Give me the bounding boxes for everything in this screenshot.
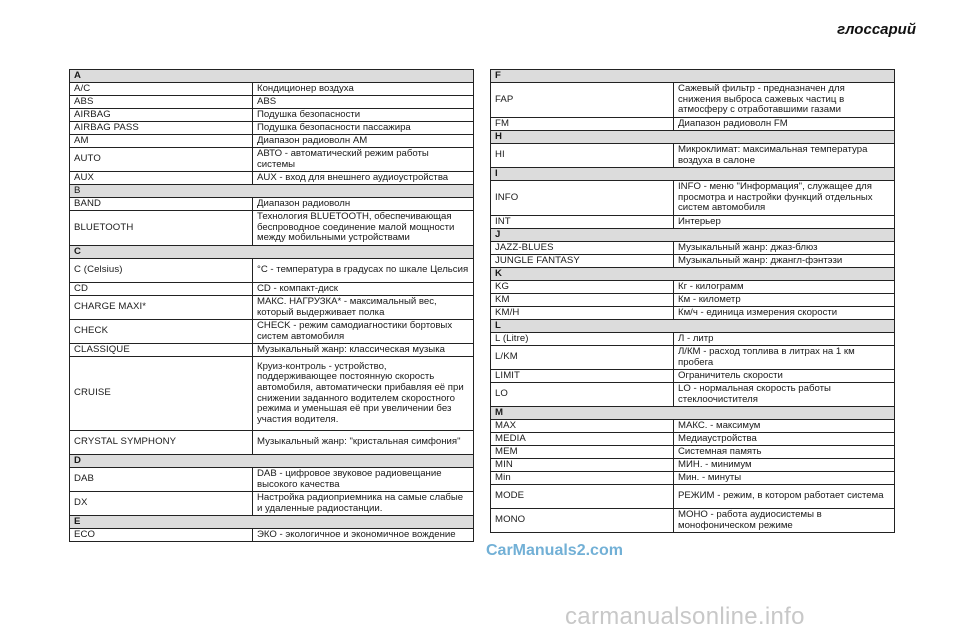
section-letter: M [491,407,895,420]
section-letter: C [70,246,474,259]
glossary-term: ECO [70,529,253,542]
glossary-term: CRUISE [70,357,253,431]
glossary-term: INFO [491,181,674,216]
glossary-row [491,383,895,407]
glossary-term: LIMIT [491,370,674,383]
glossary-row [491,144,895,168]
glossary-definition: МИН. - минимум [674,459,895,472]
section-header [70,246,474,259]
watermark-carmanuals2: CarManuals2.com [486,542,623,559]
glossary-row [491,242,895,255]
glossary-term: MAX [491,420,674,433]
glossary-definition: Ограничитель скорости [674,370,895,383]
glossary-definition: Микроклимат: максимальная температура воздуха в салоне [674,144,895,168]
glossary-row [70,259,474,283]
section-header [491,268,895,281]
glossary-row [491,181,895,216]
glossary-definition: МАКС. - максимум [674,420,895,433]
glossary-term: CHECK [70,320,253,344]
glossary-term: DX [70,492,253,516]
glossary-term: CLASSIQUE [70,344,253,357]
glossary-row [70,296,474,320]
glossary-row [70,96,474,109]
glossary-row [70,172,474,185]
glossary-definition: CHECK - режим самодиагностики бортовых систем автомобиля [253,320,474,344]
glossary-definition: CD - компакт-диск [253,283,474,296]
section-letter: I [491,168,895,181]
watermark-carmanualsonline: carmanualsonline.info [565,603,805,630]
glossary-definition: АВТО - автоматический режим работы системы [253,148,474,172]
glossary-row [491,216,895,229]
glossary-term: BLUETOOTH [70,211,253,246]
glossary-row [491,472,895,485]
section-header [70,516,474,529]
glossary-term: CRYSTAL SYMPHONY [70,431,253,455]
glossary-term: A/C [70,83,253,96]
glossary-definition: Л - литр [674,333,895,346]
glossary-row [70,135,474,148]
glossary-definition: Музыкальный жанр: джаз-блюз [674,242,895,255]
glossary-definition: Подушка безопасности пассажира [253,122,474,135]
glossary-row [70,211,474,246]
glossary-row [70,83,474,96]
glossary-definition: Технология BLUETOOTH, обеспечивающая беспроводное соединение малой мощности между мобильными устройствами [253,211,474,246]
glossary-row [491,459,895,472]
section-header [70,455,474,468]
glossary-term: AUTO [70,148,253,172]
glossary-definition: Интерьер [674,216,895,229]
glossary-term: MIN [491,459,674,472]
glossary-term: MONO [491,509,674,533]
section-header [491,229,895,242]
glossary-row [491,346,895,370]
glossary-definition: Л/КМ - расход топлива в литрах на 1 км пробега [674,346,895,370]
glossary-row [491,420,895,433]
glossary-term: C (Celsius) [70,259,253,283]
glossary-row [70,198,474,211]
glossary-definition: Музыкальный жанр: джангл-фэнтэзи [674,255,895,268]
glossary-row [70,529,474,542]
glossary-term: JAZZ-BLUES [491,242,674,255]
glossary-term: KG [491,281,674,294]
glossary-definition: Км/ч - единица измерения скорости [674,307,895,320]
glossary-term: HI [491,144,674,168]
glossary-definition: °C - температура в градусах по шкале Цельсия [253,259,474,283]
glossary-row [491,509,895,533]
glossary-row [70,109,474,122]
glossary-term: CHARGE MAXI* [70,296,253,320]
glossary-term: BAND [70,198,253,211]
glossary-row [70,431,474,455]
section-letter: E [70,516,474,529]
glossary-term: MEDIA [491,433,674,446]
glossary-definition: Мин. - минуты [674,472,895,485]
glossary-definition: МАКС. НАГРУЗКА* - максимальный вес, который выдерживает полка [253,296,474,320]
glossary-row [491,118,895,131]
glossary-row [491,433,895,446]
glossary-term: L (Litre) [491,333,674,346]
glossary-row [491,281,895,294]
glossary-definition: Кг - килограмм [674,281,895,294]
glossary-row [491,333,895,346]
glossary-term: LO [491,383,674,407]
glossary-row [70,122,474,135]
glossary-row [70,344,474,357]
glossary-row [491,294,895,307]
glossary-term: ABS [70,96,253,109]
section-letter: A [70,70,474,83]
glossary-definition: Диапазон радиоволн FM [674,118,895,131]
glossary-row [70,320,474,344]
glossary-definition: Км - километр [674,294,895,307]
glossary-definition: Подушка безопасности [253,109,474,122]
glossary-term: DAB [70,468,253,492]
section-header [491,131,895,144]
glossary-term: FAP [491,83,674,118]
glossary-term: L/KM [491,346,674,370]
glossary-term: AUX [70,172,253,185]
glossary-definition: Круиз-контроль - устройство, поддерживающее постоянную скорость автомобиля, автоматически прибавляя её при снижении заданного водителем скоростного режима и уменьшая её при увеличении без участия водителя. [253,357,474,431]
glossary-term: INT [491,216,674,229]
glossary-definition: Диапазон радиоволн [253,198,474,211]
glossary-row [491,307,895,320]
glossary-definition: LO - нормальная скорость работы стеклоочистителя [674,383,895,407]
glossary-term: KM [491,294,674,307]
section-letter: F [491,70,895,83]
section-letter: H [491,131,895,144]
glossary-row [491,370,895,383]
section-letter: L [491,320,895,333]
glossary-term: JUNGLE FANTASY [491,255,674,268]
section-header [491,407,895,420]
glossary-definition: DAB - цифровое звуковое радиовещание высокого качества [253,468,474,492]
section-header [70,185,474,198]
glossary-term: CD [70,283,253,296]
glossary-definition: INFO - меню "Информация", служащее для просмотра и настройки функций отдельных систем автомобиля [674,181,895,216]
glossary-definition: Диапазон радиоволн АМ [253,135,474,148]
glossary-definition: Музыкальный жанр: классическая музыка [253,344,474,357]
glossary-definition: Настройка радиоприемника на самые слабые и удаленные радиостанции. [253,492,474,516]
glossary-term: AIRBAG [70,109,253,122]
glossary-term: AIRBAG PASS [70,122,253,135]
section-header [70,70,474,83]
glossary-definition: ABS [253,96,474,109]
section-letter: B [70,185,474,198]
section-header [491,70,895,83]
glossary-definition: РЕЖИМ - режим, в котором работает система [674,485,895,509]
glossary-definition: ЭКО - экологичное и экономичное вождение [253,529,474,542]
glossary-definition: Музыкальный жанр: "кристальная симфония" [253,431,474,455]
glossary-term: MEM [491,446,674,459]
glossary-definition: МОНО - работа аудиосистемы в монофоническом режиме [674,509,895,533]
glossary-row [491,485,895,509]
glossary-row [70,468,474,492]
glossary-table-right [490,69,895,533]
glossary-definition: Кондиционер воздуха [253,83,474,96]
glossary-row [70,148,474,172]
section-letter: D [70,455,474,468]
section-header [491,168,895,181]
glossary-definition: Системная память [674,446,895,459]
glossary-table-left [69,69,474,542]
glossary-term: AM [70,135,253,148]
glossary-row [70,357,474,431]
section-letter: J [491,229,895,242]
glossary-term: MODE [491,485,674,509]
glossary-row [491,83,895,118]
glossary-row [70,492,474,516]
glossary-row [491,255,895,268]
glossary-row [491,446,895,459]
glossary-term: FM [491,118,674,131]
glossary-definition: AUX - вход для внешнего аудиоустройства [253,172,474,185]
glossary-row [70,283,474,296]
glossary-definition: Сажевый фильтр - предназначен для снижения выброса сажевых частиц в атмосферу с отработавшими газами [674,83,895,118]
section-letter: K [491,268,895,281]
glossary-definition: Медиаустройства [674,433,895,446]
glossary-term: Min [491,472,674,485]
section-header [491,320,895,333]
glossary-term: KM/H [491,307,674,320]
page-title: глоссарий [837,21,916,38]
